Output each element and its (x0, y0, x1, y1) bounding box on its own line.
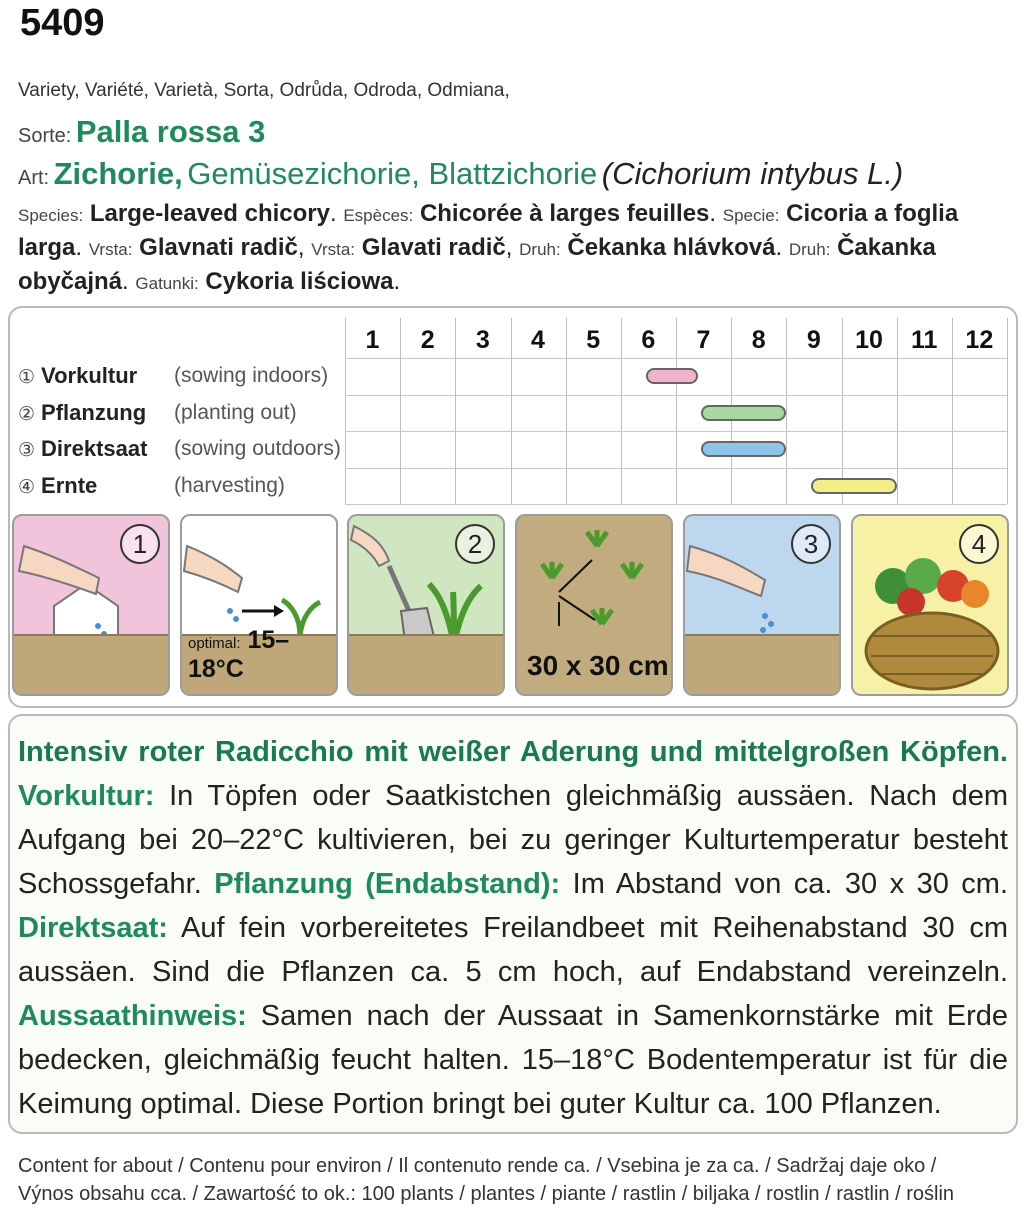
row-number: ④ (18, 476, 36, 498)
row-activity: Pflanzung (41, 399, 147, 425)
row-activity-english: (sowing indoors) (174, 364, 329, 387)
optimal-temperature: 15–18°C (188, 626, 290, 683)
sorte-line (18, 114, 265, 150)
spacing-label: 30 x 30 cm (527, 650, 669, 681)
month-label: 11 (910, 326, 938, 354)
month-label: 2 (420, 326, 435, 354)
text-aussaathinweis: Samen nach der Aussaat in Samenkornstärke mit Erde bedecken, gleichmäßig feucht halten. 15–18°C Bodentemperatur ist für die Keimung optimal. Diese Portion bringt bei guter Kultur ca. 100 Pflanzen. (18, 1000, 1009, 1120)
row-number: ② (18, 403, 36, 425)
calendar-gridline (345, 395, 1007, 396)
species-value: Čakanka obyčajná (18, 234, 936, 295)
calendar-gridline (345, 504, 1007, 505)
soil (685, 634, 839, 694)
species-label: Specie: (722, 206, 780, 225)
month-label: 9 (806, 326, 821, 354)
row-number: ① (18, 367, 36, 388)
art-line (18, 156, 903, 192)
content-line-1: Content for about / Contenu pour environ / Il contenuto rende ca. / Vsebina je za ca. / Sadržaj daje oko / (18, 1155, 937, 1177)
art-main: Zichorie, (53, 156, 183, 191)
species-value: Čekanka hlávková (567, 234, 776, 261)
step-panel-germination (180, 514, 338, 696)
text-direktsaat: Auf fein vorbereitetes Freilandbeet mit Reihenabstand 30 cm aussäen. Sind die Pflanzen ca. 5 cm hoch, auf Endabstand vereinzeln. (18, 912, 1008, 988)
row-activity-english: (sowing outdoors) (174, 437, 341, 460)
month-label: 7 (696, 326, 711, 354)
calendar-row-label (18, 431, 341, 467)
step-panel-spacing (515, 514, 673, 696)
species-label: Vrsta: (311, 240, 356, 259)
row-activity: Vorkultur (41, 363, 138, 388)
heading-direktsaat: Direktsaat: (18, 912, 168, 944)
calendar-gridline (345, 431, 1007, 432)
species-label: Species: (18, 206, 84, 225)
product-code: 5409 (20, 2, 105, 44)
species-label: Espèces: (343, 206, 414, 225)
row-activity-english: (planting out) (174, 400, 297, 424)
species-value: Cicoria a foglia larga (18, 200, 959, 261)
content-line-2: Výnos obsahu cca. / Zawartość to ok.: 100 plants / plantes / piante / rastlin / biljaka / rostlin / rastlin / roślin (18, 1183, 955, 1205)
month-label: 6 (641, 326, 656, 354)
step-number-4: 4 (959, 524, 999, 564)
calendar-bar-vorkultur (646, 368, 698, 384)
step-panel-sowing-indoors (12, 514, 170, 696)
month-label: 4 (531, 326, 545, 354)
optimal-prefix: optimal: (188, 635, 241, 652)
species-label: Druh: (788, 240, 831, 259)
variety-name: Palla rossa 3 (75, 114, 266, 149)
calendar-bar-pflanzung (701, 405, 787, 421)
optimal-temperature-label (188, 626, 336, 684)
row-number: ③ (18, 440, 36, 461)
calendar-gridline (345, 468, 1007, 469)
row-activity: Direktsaat (41, 436, 148, 461)
month-label: 8 (751, 326, 766, 354)
month-label: 3 (475, 326, 490, 354)
step-panel-harvesting (851, 514, 1009, 696)
row-activity-english: (harvesting) (174, 473, 285, 497)
month-label: 1 (365, 326, 380, 354)
heading-aussaathinweis: Aussaathinweis: (18, 1000, 247, 1032)
step-number-1: 1 (120, 524, 160, 564)
calendar-row-label (18, 395, 297, 431)
text-pflanzung: Im Abstand von ca. 30 x 30 cm. (572, 868, 1008, 900)
species-value: Cykoria liściowa (205, 268, 394, 295)
variety-languages-line: Variety, Variété, Varietà, Sorta, Odrůda, Odroda, Odmiana, (18, 80, 510, 101)
month-label: 5 (586, 326, 601, 354)
text-vorkultur: In Töpfen oder Saatkistchen gleichmäßig aussäen. Nach dem Aufgang bei 20–22°C kultivieren, bei zu geringer Kulturtemperatur besteht Schossgefahr. (18, 780, 1009, 900)
art-latin: (Cichorium intybus L.) (601, 156, 904, 191)
month-label: 12 (965, 326, 994, 354)
step-number-2: 2 (455, 524, 495, 564)
calendar-bar-direktsaat (701, 441, 787, 457)
step-panel-sowing-outdoors (683, 514, 841, 696)
species-label: Druh: (519, 240, 561, 259)
species-value: Glavnati radič (139, 234, 298, 261)
content-info (18, 1152, 1018, 1208)
species-value: Glavati radič (361, 234, 506, 261)
art-alt: Gemüsezichorie, Blattzichorie (187, 156, 598, 191)
soil (349, 634, 503, 694)
calendar-grid (345, 318, 1007, 504)
species-value: Large-leaved chicory (89, 200, 330, 227)
species-label: Vrsta: (88, 240, 133, 259)
heading-vorkultur: Vorkultur: (18, 780, 155, 812)
step-panel-planting-out (347, 514, 505, 696)
step-number-3: 3 (791, 524, 831, 564)
heading-pflanzung: Pflanzung (Endabstand): (214, 868, 561, 900)
row-activity: Ernte (41, 472, 98, 498)
species-label: Gatunki: (135, 274, 199, 293)
soil (14, 634, 168, 694)
calendar-row-label (18, 468, 285, 504)
art-label: Art: (18, 167, 50, 189)
calendar-row-label (18, 358, 329, 394)
description-lead: Intensiv roter Radicchio mit weißer Aderung und mittelgroßen Köpfen. (18, 736, 1008, 768)
month-label: 10 (855, 326, 883, 354)
calendar-gridline (1007, 318, 1008, 504)
sorte-label: Sorte: (18, 125, 72, 147)
calendar-gridline (345, 358, 1007, 359)
description-text (18, 730, 1008, 1126)
species-translations: Species: Large-leaved chicory. Espèces: Chicorée à larges feuilles. Specie: Cicoria a foglia larga. Vrsta: Glavnati radič, Vrsta: Glavati radič, Druh: Čekanka hlávková. Druh: Čakanka obyčajná. Gatunki: Cykoria liściowa. (18, 200, 959, 295)
species-value: Chicorée à larges feuilles (419, 200, 710, 227)
calendar-bar-ernte (811, 478, 897, 494)
